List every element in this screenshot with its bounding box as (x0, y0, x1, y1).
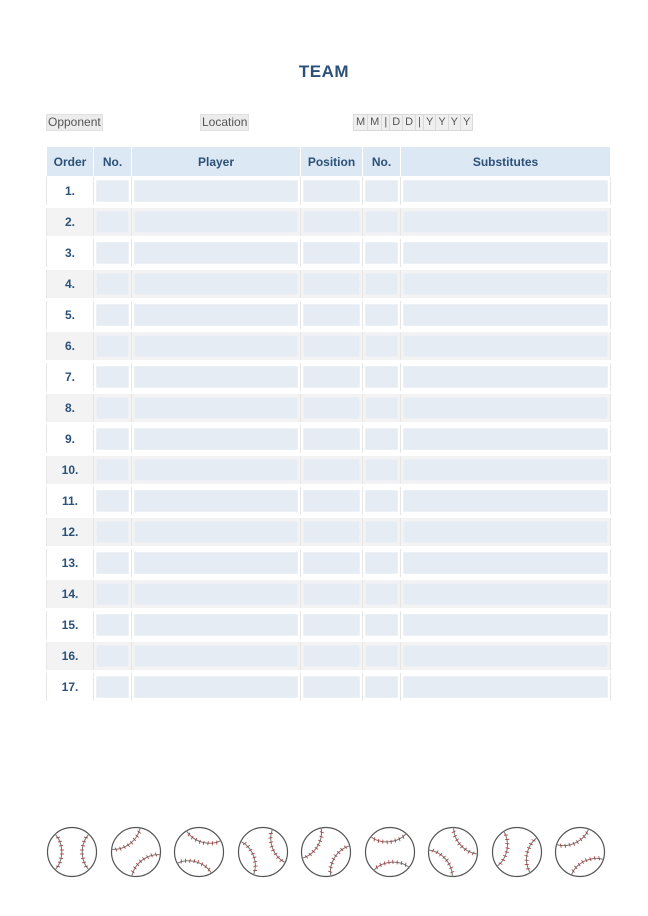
order-number: 1. (47, 177, 94, 207)
baseball-icon (427, 826, 479, 878)
baseball-icon (237, 826, 289, 878)
substitutes-input[interactable] (403, 428, 608, 450)
sub-number-input[interactable] (365, 211, 398, 233)
number-input[interactable] (96, 242, 129, 264)
sub-number-input-cell (363, 393, 401, 424)
number-input[interactable] (96, 211, 129, 233)
substitutes-input-cell (401, 300, 611, 331)
date-year-4[interactable]: Y (463, 116, 471, 128)
date-sep-1: | (382, 115, 390, 130)
sub-number-input[interactable] (365, 335, 398, 357)
sub-number-input-cell (363, 486, 401, 517)
sub-number-input[interactable] (365, 242, 398, 264)
position-input[interactable] (303, 459, 360, 481)
col-number: No. (94, 147, 132, 177)
col-substitutes: Substitutes (401, 147, 611, 177)
location-field[interactable]: Location (202, 115, 248, 129)
table-body (47, 177, 611, 703)
number-input[interactable] (96, 490, 129, 512)
position-input[interactable] (303, 428, 360, 450)
substitutes-input-cell (401, 610, 611, 641)
sub-number-input-cell (363, 455, 401, 486)
number-input-cell (94, 455, 132, 486)
table-row (47, 300, 611, 331)
substitutes-input-cell (401, 207, 611, 238)
position-input[interactable] (303, 180, 360, 202)
order-number: 13. (47, 548, 94, 579)
sub-number-input[interactable] (365, 645, 398, 667)
substitutes-input[interactable] (403, 645, 608, 667)
player-input[interactable] (134, 397, 298, 419)
sub-number-input[interactable] (365, 490, 398, 512)
substitutes-input-cell (401, 672, 611, 703)
player-input[interactable] (134, 304, 298, 326)
sub-number-input[interactable] (365, 304, 398, 326)
baseball-icon (554, 826, 606, 878)
col-order: Order (47, 147, 94, 177)
player-input-cell (132, 641, 301, 672)
substitutes-input[interactable] (403, 273, 608, 295)
player-input[interactable] (134, 242, 298, 264)
table-row (47, 641, 611, 672)
sub-number-input[interactable] (365, 614, 398, 636)
substitutes-input[interactable] (403, 180, 608, 202)
date-month[interactable]: M (354, 115, 368, 130)
substitutes-input-cell (401, 486, 611, 517)
player-input-cell (132, 610, 301, 641)
player-input-cell (132, 517, 301, 548)
position-input[interactable] (303, 645, 360, 667)
order-number: 6. (47, 331, 94, 362)
player-input-cell (132, 393, 301, 424)
substitutes-input-cell (401, 269, 611, 300)
baseball-icon (491, 826, 543, 878)
date-year-1[interactable]: Y (424, 115, 436, 130)
baseball-icon (173, 826, 225, 878)
table-row (47, 393, 611, 424)
sub-number-input-cell (363, 579, 401, 610)
sub-number-input[interactable] (365, 552, 398, 574)
number-input-cell (94, 517, 132, 548)
player-input[interactable] (134, 645, 298, 667)
sub-number-input-cell (363, 641, 401, 672)
position-input-cell (301, 548, 363, 579)
number-input[interactable] (96, 335, 129, 357)
opponent-field[interactable]: Opponent (48, 115, 101, 129)
number-input[interactable] (96, 180, 129, 202)
substitutes-input[interactable] (403, 397, 608, 419)
player-input-cell (132, 331, 301, 362)
table-row (47, 331, 611, 362)
position-input[interactable] (303, 211, 360, 233)
position-input-cell (301, 331, 363, 362)
sub-number-input-cell (363, 300, 401, 331)
number-input-cell (94, 362, 132, 393)
player-input[interactable] (134, 180, 298, 202)
number-input[interactable] (96, 273, 129, 295)
substitutes-input[interactable] (403, 242, 608, 264)
substitutes-input[interactable] (403, 583, 608, 605)
substitutes-input-cell (401, 393, 611, 424)
order-number: 15. (47, 610, 94, 641)
player-input[interactable] (134, 490, 298, 512)
order-number: 14. (47, 579, 94, 610)
date-sep-2: | (416, 115, 424, 130)
position-input[interactable] (303, 676, 360, 698)
sub-number-input[interactable] (365, 459, 398, 481)
order-number: 17. (47, 672, 94, 703)
sub-number-input[interactable] (365, 366, 398, 388)
table-row (47, 455, 611, 486)
position-input-cell (301, 641, 363, 672)
table-header-row (47, 147, 611, 177)
table-row (47, 517, 611, 548)
position-input[interactable] (303, 614, 360, 636)
date-field[interactable] (353, 114, 473, 131)
sub-number-input-cell (363, 362, 401, 393)
sub-number-input[interactable] (365, 428, 398, 450)
sub-number-input-cell (363, 269, 401, 300)
position-input[interactable] (303, 242, 360, 264)
number-input[interactable] (96, 428, 129, 450)
order-number: 12. (47, 517, 94, 548)
substitutes-input-cell (401, 331, 611, 362)
number-input[interactable] (96, 552, 129, 574)
sub-number-input-cell (363, 672, 401, 703)
player-input-cell (132, 424, 301, 455)
sub-number-input-cell (363, 517, 401, 548)
substitutes-input-cell (401, 579, 611, 610)
date-day[interactable]: D (390, 115, 403, 130)
player-input-cell (132, 672, 301, 703)
table-row (47, 672, 611, 703)
position-input-cell (301, 269, 363, 300)
order-number: 2. (47, 207, 94, 238)
table-row (47, 610, 611, 641)
player-input[interactable] (134, 676, 298, 698)
order-number: 8. (47, 393, 94, 424)
position-input-cell (301, 238, 363, 269)
substitutes-input[interactable] (403, 676, 608, 698)
number-input[interactable] (96, 583, 129, 605)
number-input-cell (94, 610, 132, 641)
col-player: Player (132, 147, 301, 177)
player-input[interactable] (134, 583, 298, 605)
page-title: TEAM (298, 62, 350, 81)
player-input-cell (132, 269, 301, 300)
position-input[interactable] (303, 366, 360, 388)
sub-number-input-cell (363, 424, 401, 455)
sub-number-input-cell (363, 610, 401, 641)
baseball-icon (364, 826, 416, 878)
number-input-cell (94, 641, 132, 672)
substitutes-input-cell (401, 641, 611, 672)
substitutes-input[interactable] (403, 366, 608, 388)
player-input-cell (132, 579, 301, 610)
position-input-cell (301, 486, 363, 517)
substitutes-input[interactable] (403, 211, 608, 233)
sub-number-input[interactable] (365, 521, 398, 543)
sub-number-input[interactable] (365, 273, 398, 295)
sub-number-input-cell (363, 207, 401, 238)
number-input-cell (94, 238, 132, 269)
col-sub-number: No. (363, 147, 401, 177)
substitutes-input-cell (401, 517, 611, 548)
player-input-cell (132, 455, 301, 486)
player-input[interactable] (134, 552, 298, 574)
position-input[interactable] (303, 397, 360, 419)
position-input[interactable] (303, 521, 360, 543)
number-input-cell (94, 424, 132, 455)
player-input-cell (132, 486, 301, 517)
order-number: 5. (47, 300, 94, 331)
position-input-cell (301, 579, 363, 610)
position-input-cell (301, 177, 363, 207)
sub-number-input[interactable] (365, 676, 398, 698)
order-number: 9. (47, 424, 94, 455)
table-row (47, 207, 611, 238)
substitutes-input-cell (401, 548, 611, 579)
player-input-cell (132, 177, 301, 207)
number-input[interactable] (96, 521, 129, 543)
substitutes-input[interactable] (403, 304, 608, 326)
substitutes-input[interactable] (403, 335, 608, 357)
substitutes-input-cell (401, 424, 611, 455)
order-number: 4. (47, 269, 94, 300)
sub-number-input[interactable] (365, 583, 398, 605)
date-year-2[interactable]: Y (436, 115, 448, 130)
position-input-cell (301, 362, 363, 393)
date-year-3[interactable]: Y (449, 115, 461, 130)
player-input-cell (132, 207, 301, 238)
number-input-cell (94, 177, 132, 207)
player-input[interactable] (134, 521, 298, 543)
number-input-cell (94, 269, 132, 300)
position-input-cell (301, 672, 363, 703)
baseball-decoration (46, 826, 606, 880)
player-input[interactable] (134, 366, 298, 388)
number-input-cell (94, 579, 132, 610)
table-row (47, 177, 611, 207)
position-input-cell (301, 455, 363, 486)
player-input[interactable] (134, 614, 298, 636)
date-month-2[interactable]: M (368, 115, 382, 130)
substitutes-input-cell (401, 362, 611, 393)
sub-number-input-cell (363, 548, 401, 579)
player-input[interactable] (134, 335, 298, 357)
substitutes-input-cell (401, 238, 611, 269)
number-input[interactable] (96, 676, 129, 698)
position-input-cell (301, 424, 363, 455)
player-input[interactable] (134, 428, 298, 450)
sub-number-input-cell (363, 177, 401, 207)
order-number: 16. (47, 641, 94, 672)
table-row (47, 548, 611, 579)
number-input[interactable] (96, 614, 129, 636)
table-row (47, 579, 611, 610)
number-input-cell (94, 393, 132, 424)
table-row (47, 486, 611, 517)
position-input[interactable] (303, 490, 360, 512)
substitutes-input-cell (401, 177, 611, 207)
substitutes-input[interactable] (403, 459, 608, 481)
number-input[interactable] (96, 304, 129, 326)
number-input[interactable] (96, 459, 129, 481)
table-row (47, 269, 611, 300)
baseball-icon (300, 826, 352, 878)
position-input-cell (301, 517, 363, 548)
position-input-cell (301, 300, 363, 331)
position-input[interactable] (303, 583, 360, 605)
sub-number-input-cell (363, 238, 401, 269)
substitutes-input[interactable] (403, 521, 608, 543)
lineup-table (46, 146, 611, 704)
number-input-cell (94, 207, 132, 238)
order-number: 10. (47, 455, 94, 486)
player-input[interactable] (134, 273, 298, 295)
substitutes-input[interactable] (403, 614, 608, 636)
position-input-cell (301, 207, 363, 238)
player-input[interactable] (134, 459, 298, 481)
substitutes-input[interactable] (403, 552, 608, 574)
sub-number-input-cell (363, 331, 401, 362)
number-input[interactable] (96, 397, 129, 419)
position-input-cell (301, 393, 363, 424)
position-input[interactable] (303, 273, 360, 295)
player-input-cell (132, 300, 301, 331)
baseball-icon (110, 826, 162, 878)
player-input-cell (132, 362, 301, 393)
order-number: 3. (47, 238, 94, 269)
sub-number-input[interactable] (365, 180, 398, 202)
table-row (47, 362, 611, 393)
position-input[interactable] (303, 335, 360, 357)
number-input-cell (94, 548, 132, 579)
order-number: 11. (47, 486, 94, 517)
col-position: Position (301, 147, 363, 177)
substitutes-input[interactable] (403, 490, 608, 512)
table-row (47, 238, 611, 269)
player-input-cell (132, 548, 301, 579)
table-row (47, 424, 611, 455)
number-input[interactable] (96, 645, 129, 667)
sub-number-input[interactable] (365, 397, 398, 419)
baseball-icon (46, 826, 98, 878)
position-input[interactable] (303, 304, 360, 326)
position-input[interactable] (303, 552, 360, 574)
position-input-cell (301, 610, 363, 641)
number-input[interactable] (96, 366, 129, 388)
player-input[interactable] (134, 211, 298, 233)
substitutes-input-cell (401, 455, 611, 486)
number-input-cell (94, 331, 132, 362)
number-input-cell (94, 486, 132, 517)
player-input-cell (132, 238, 301, 269)
number-input-cell (94, 672, 132, 703)
date-day-2[interactable]: D (403, 115, 416, 130)
number-input-cell (94, 300, 132, 331)
order-number: 7. (47, 362, 94, 393)
